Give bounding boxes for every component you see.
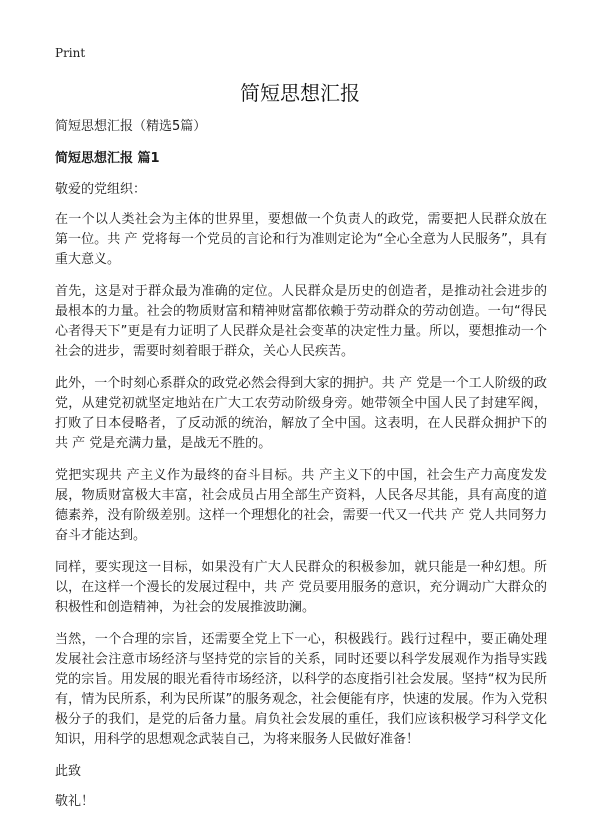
paragraph: 首先，这是对于群众最为准确的定位。人民群众是历史的创造者，是推动社会进步的最根本的力量。社会的物质财富和精神财富都依赖于劳动群众的劳动创造。一句“得民心者得天下”更是有力证明了人民群众是社会变革的决定性力量。所以，要想推动一个社会的进步，需要时刻着眼于群众，关心人民疾苦。 <box>55 284 547 359</box>
page-title: 简短思想汇报 <box>240 81 360 105</box>
closing-line: 此致 <box>55 764 82 779</box>
document-subtitle: 简短思想汇报（精选5篇） <box>55 119 207 134</box>
paragraph: 在一个以人类社会为主体的世界里，要想做一个负责人的政党，需要把人民群众放在第一位。共 产 党将每一个党员的言论和行为准则定论为“全心全意为人民服务”，具有重大意义。 <box>55 212 547 267</box>
article-body <box>55 180 547 822</box>
paragraph: 当然，一个合理的宗旨，还需要全党上下一心，积极践行。践行过程中，要正确处理发展社会注意市场经济与坚持党的宗旨的关系，同时还要以科学发展观作为指导实践党的宗旨。用发展的眼光看待市场经济，以科学的态度指引社会发展。坚持“权为民所有，情为民所系，利为民所谋”的服务观念，社会便能有序，快速的发展。作为入党积极分子的我们，是党的后备力量。肩负社会发展的重任，我们应该积极学习科学文化知识，用科学的思想观念武装自己，为将来服务人民做好准备！ <box>55 632 547 747</box>
paragraph: 党把实现共 产主义作为最终的奋斗目标。共 产主义下的中国，社会生产力高度发发展，物质财富极大丰富，社会成员占用全部生产资料，人民各尽其能，具有高度的道德素养，没有阶级差别。这样一个理想化的社会，需要一代又一代共 产 党人共同努力奋斗才能达到。 <box>55 468 547 543</box>
salutation: 敬爱的党组织： <box>55 182 147 197</box>
paragraph: 此外，一个时刻心系群众的政党必然会得到大家的拥护。共 产 党是一个工人阶级的政党，从建党初就坚定地站在广大工农劳动阶级身旁。她带领全中国人民了封建军阀，打败了日本侵略者，了反动派的统治，解放了全中国。这表明，在人民群众拥护下的共 产 党是充满力量，是战无不胜的。 <box>55 376 547 451</box>
paragraph: 同样，要实现这一目标，如果没有广大人民群众的积极参加，就只能是一种幻想。所以，在这样一个漫长的发展过程中，共 产 党员要用服务的意识，充分调动广大群众的积极性和创造精神，为社会的发展推波助澜。 <box>55 560 547 615</box>
closing-salute: 敬礼！ <box>55 794 95 809</box>
section-heading: 简短思想汇报 篇1 <box>55 151 160 166</box>
print-link[interactable]: Print <box>55 46 86 60</box>
